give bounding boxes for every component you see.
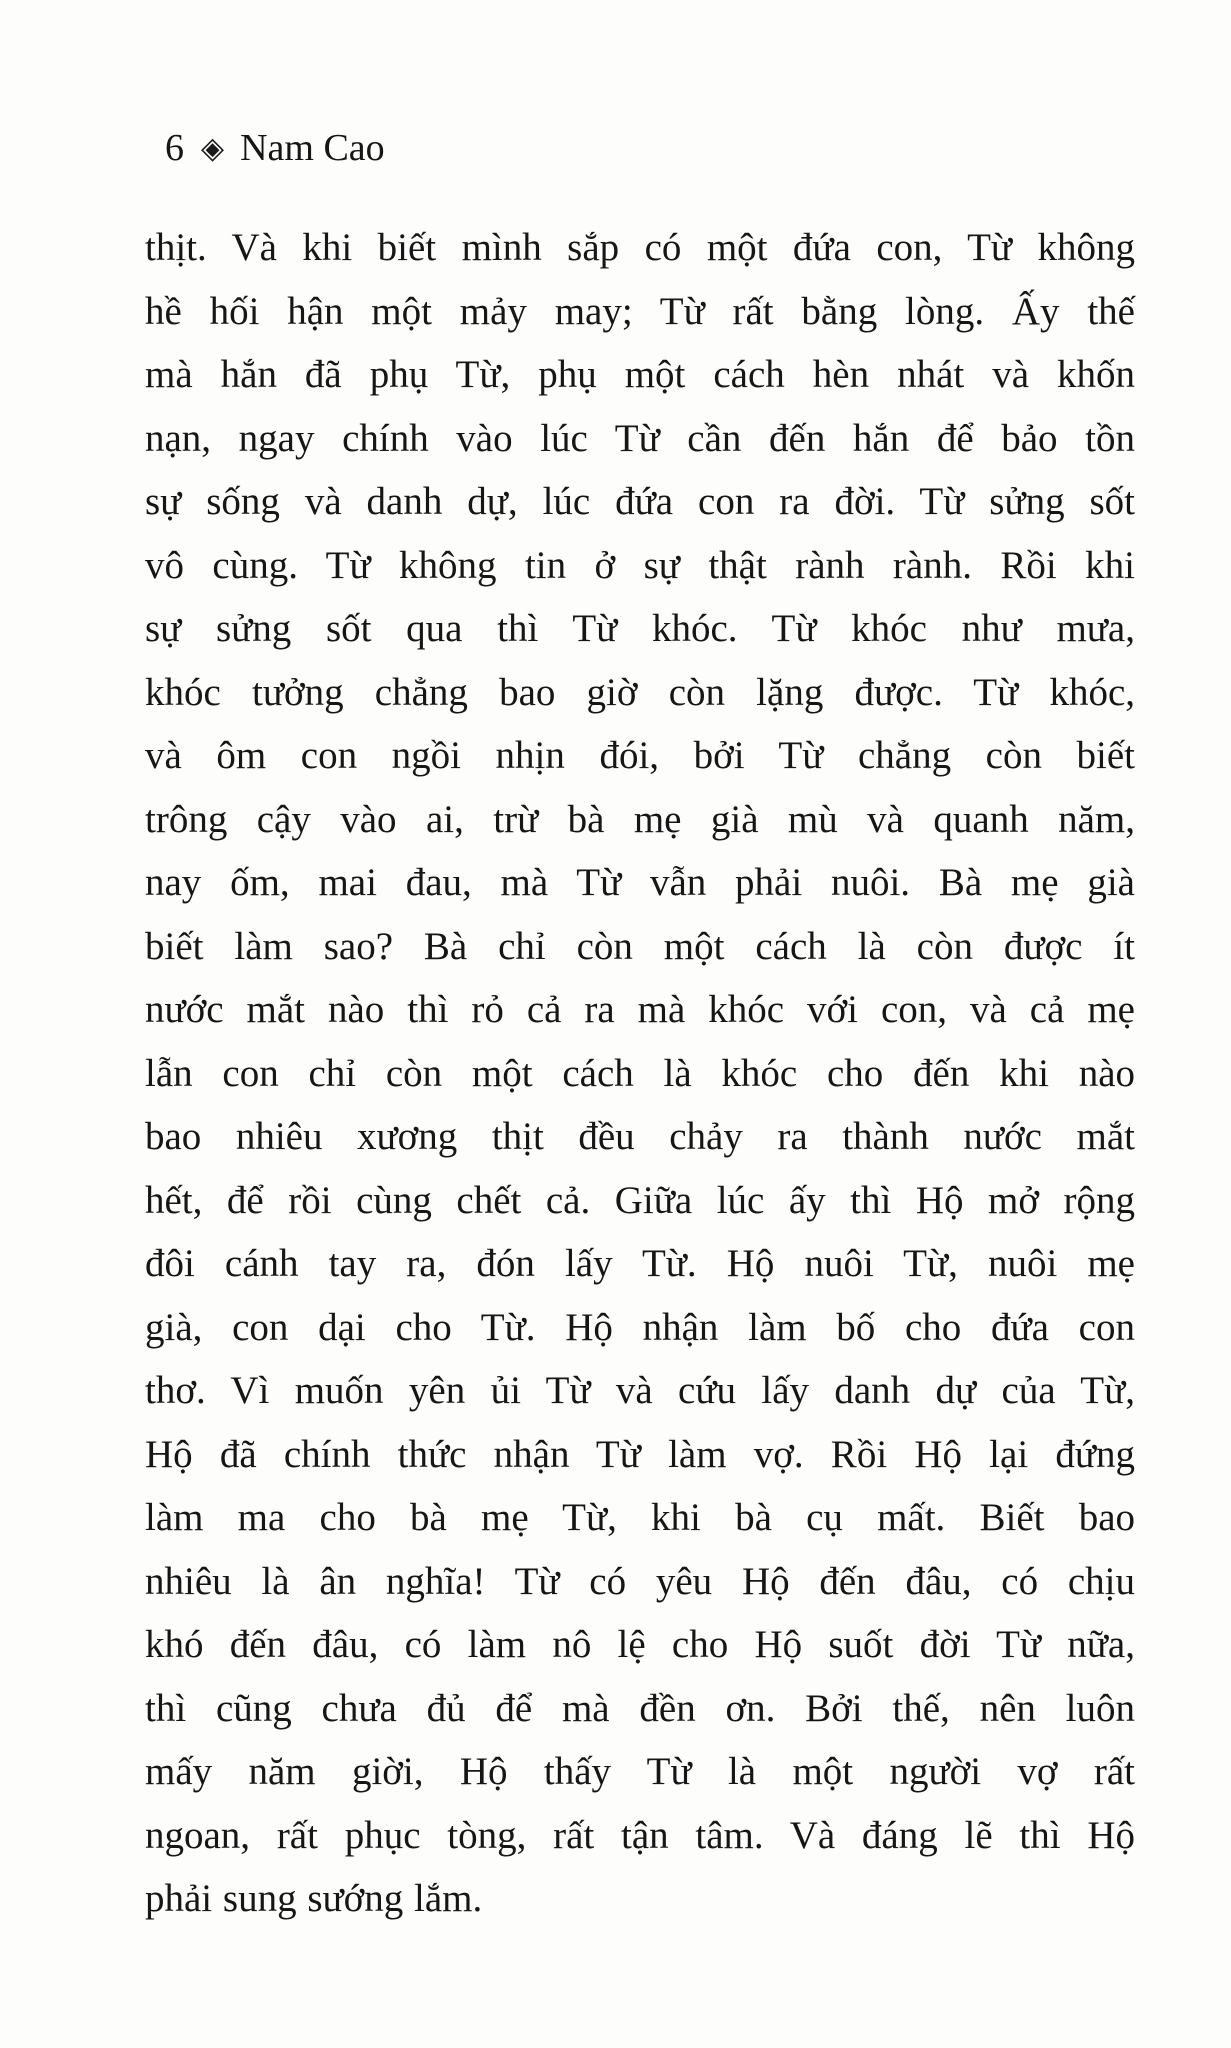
text-line: Hộ đã chính thức nhận Từ làm vợ. Rồi Hộ lại đứng xyxy=(145,1432,1135,1476)
text-line: vô cùng. Từ không tin ở sự thật rành rành. Rồi khi xyxy=(145,543,1135,587)
text-line: nước mắt nào thì rỏ cả ra mà khóc với con, và cả mẹ xyxy=(145,988,1135,1031)
text-line: sự sống và danh dự, lúc đứa con ra đời. Từ sửng sốt xyxy=(145,480,1135,523)
page-number: 6 xyxy=(165,127,185,169)
text-line: thì cũng chưa đủ để mà đền ơn. Bởi thế, nên luôn xyxy=(145,1686,1135,1730)
page-body xyxy=(145,216,1135,1931)
text-line: nay ốm, mai đau, mà Từ vẫn phải nuôi. Bà mẹ già xyxy=(145,861,1135,904)
text-line: ngoan, rất phục tòng, rất tận tâm. Và đáng lẽ thì Hộ xyxy=(145,1813,1135,1857)
text-line: nạn, ngay chính vào lúc Từ cần đến hắn để bảo tồn xyxy=(145,416,1135,460)
author-name: Nam Cao xyxy=(240,127,385,169)
text-line: trông cậy vào ai, trừ bà mẹ già mù và quanh năm, xyxy=(145,797,1135,841)
text-line: mấy năm giời, Hộ thấy Từ là một người vợ rất xyxy=(145,1750,1135,1793)
text-line: hết, để rồi cùng chết cả. Giữa lúc ấy thì Hộ mở rộng xyxy=(145,1178,1135,1222)
text-line: bao nhiêu xương thịt đều chảy ra thành nước mắt xyxy=(145,1115,1135,1158)
text-line: hề hối hận một mảy may; Từ rất bằng lòng. Ấy thế xyxy=(145,289,1135,333)
text-line: lẫn con chỉ còn một cách là khóc cho đến khi nào xyxy=(145,1051,1135,1095)
text-line: mà hắn đã phụ Từ, phụ một cách hèn nhát và khốn xyxy=(145,353,1135,396)
text-line: thịt. Và khi biết mình sắp có một đứa con, Từ không xyxy=(145,226,1135,269)
text-line: thơ. Vì muốn yên ủi Từ và cứu lấy danh dự của Từ, xyxy=(145,1369,1135,1412)
text-line: khóc tưởng chẳng bao giờ còn lặng được. Từ khóc, xyxy=(145,670,1135,714)
text-line: làm ma cho bà mẹ Từ, khi bà cụ mất. Biết bao xyxy=(145,1496,1135,1539)
text-line: khó đến đâu, có làm nô lệ cho Hộ suốt đời Từ nữa, xyxy=(145,1623,1135,1666)
text-line: sự sửng sốt qua thì Từ khóc. Từ khóc như mưa, xyxy=(145,607,1135,650)
text-line: và ôm con ngồi nhịn đói, bởi Từ chẳng còn biết xyxy=(145,734,1135,777)
text-line: đôi cánh tay ra, đón lấy Từ. Hộ nuôi Từ, nuôi mẹ xyxy=(145,1242,1135,1285)
diamond-icon: ◈ xyxy=(201,132,225,165)
text-line: nhiêu là ân nghĩa! Từ có yêu Hộ đến đâu, có chịu xyxy=(145,1559,1135,1603)
page-header xyxy=(165,126,385,170)
text-line: già, con dại cho Từ. Hộ nhận làm bố cho đứa con xyxy=(145,1305,1135,1349)
text-line: biết làm sao? Bà chỉ còn một cách là còn được ít xyxy=(145,924,1135,968)
text-line: phải sung sướng lắm. xyxy=(145,1877,483,1920)
